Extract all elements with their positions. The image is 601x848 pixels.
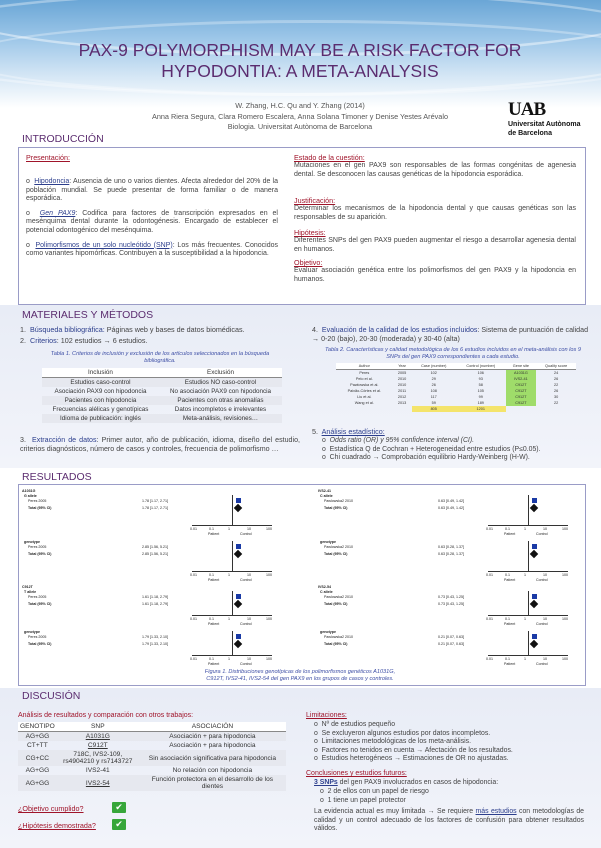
forest-total: Total (95% CI): [28, 642, 52, 646]
forest-axis: [488, 655, 568, 656]
intro-bullet-snp: o Polimorfismos de un solo nucleótido (SNP): Los más frecuentes. Conocidos como variantes hipomórficas. Contribuyen a la susceptibilidad a la hipodoncia.: [26, 241, 278, 258]
disc-header-snp: SNP: [57, 722, 139, 732]
results-heading: RESULTADOS: [22, 471, 92, 483]
table-row-totals: 805 1201: [336, 406, 576, 412]
forest-tick-label: 0.01: [190, 527, 197, 531]
forest-point: [532, 498, 537, 503]
forest-subgroup: genotype: [320, 630, 336, 634]
uab-logo: [508, 99, 588, 138]
forest-axis-patient: Patient: [208, 622, 220, 626]
forest-tick-label: 0.01: [190, 657, 197, 661]
table2-caption: Tabla 2. Características y calidad metodológica de los 6 estudios incluidos en el meta-análisis con los 9 SNPs del gen PAX9 correspondientes a cada estudio.: [324, 347, 581, 360]
forest-tick-label: 100: [562, 527, 568, 531]
table-row: AG+GG A1031G Asociación + para hipodoncia: [18, 732, 286, 742]
quality-header-gene: Gene site: [506, 363, 537, 370]
forest-odds-ratio: 0.63 [0.28, 1.37]: [438, 545, 464, 549]
forest-axis: [488, 525, 568, 526]
quality-header-year: Year: [393, 363, 412, 370]
forest-odds-ratio: 0.63 [0.49, 1.42]: [438, 499, 464, 503]
forest-tick-label: 0.1: [505, 617, 510, 621]
list-item: o 1 tiene un papel protector: [320, 796, 406, 804]
methods-step2: 2. Criterios: 102 estudios → 6 estudios.: [20, 336, 148, 345]
forest-null-line: [528, 541, 529, 571]
table-row: Asociación PAX9 con hipodoncia No asociación PAX9 con hipodoncia: [54, 388, 272, 395]
forest-total: Total (95% CI): [28, 552, 52, 556]
table-row: Liu et al. 2012 117 99 C912T 30: [357, 395, 559, 399]
disc-header-genotipo: GENOTIPO: [20, 723, 55, 730]
forest-odds-ratio: 0.73 [0.43, 1.25]: [438, 595, 464, 599]
table-row: Wang et al. 2013 59 189 C912T 22: [354, 401, 559, 405]
forest-diamond: [234, 550, 242, 558]
forest-study: Peres 2005: [28, 595, 47, 599]
table-row: Frecuencias alélicas y genotípicas Datos incompletos e irrelevantes: [52, 406, 267, 413]
forest-tick-label: 1: [524, 617, 526, 621]
forest-axis-control: Control: [536, 622, 548, 626]
hipotesis-question: ¿Hipótesis demostrada?: [18, 821, 96, 830]
forest-axis-patient: Patient: [504, 578, 516, 581]
intro-heading: INTRODUCCIÓN: [22, 133, 104, 145]
intro-bullet-pax9: o Gen PAX9: Codifica para factores de transcripción expresados en el mesénquima dental durante la odontogénesis. Encargado de establecer el potencial odontogénico del mesénquima.: [26, 209, 278, 234]
table-row: CT+TT C912T Asociación + para hipodoncia: [27, 742, 256, 749]
conclusiones-label: Conclusiones y estudios futuros:: [306, 770, 407, 777]
table-row: Peres 2005 102 106 A1031G 24: [359, 371, 559, 375]
hipotesis-text: Diferentes SNPs del gen PAX9 pueden augmentar el riesgo a desarrollar agenesia dental en humanos.: [294, 237, 576, 253]
hipotesis-check-icon: ✔: [112, 819, 126, 830]
criteria-table: [42, 368, 282, 423]
forest-total: Total (95% CI): [324, 602, 348, 606]
forest-subgroup: genotype: [24, 540, 40, 544]
conclusiones-final: La evidencia actual es muy limitada → Se requiere más estudios con metodologías de calidad y un control adecuado de los factores de confusión para obtener resultados válidos.: [314, 808, 584, 833]
table-row: Pacientes con hipodoncia Pacientes con otras anomalías: [42, 396, 282, 405]
forest-tick-label: 10: [247, 573, 251, 577]
stats-list: [322, 437, 588, 463]
forest-subgroup: T allele: [24, 590, 37, 594]
objetivo-check-icon: ✔: [112, 802, 126, 813]
forest-diamond: [234, 504, 242, 512]
forest-tick-label: 0.01: [486, 527, 493, 531]
discussion-table: [18, 722, 286, 791]
quality-header-score: Quality score: [536, 363, 576, 370]
forest-plot-ivs2-54: [318, 585, 580, 665]
forest-tick-label: 0.1: [209, 527, 214, 531]
authors-citation: W. Zhang, H.C. Qu and Y. Zhang (2014): [235, 101, 365, 110]
forest-odds-ratio: 1.78 [1.17, 2.71]: [142, 499, 168, 503]
methods-step3: 3. Extracción de datos: Primer autor, año de publicación, idioma, diseño del estudio, criterios diagnósticos, número de casos y controles, frecuencia de polimorfismo …: [20, 436, 300, 453]
forest-diamond: [234, 600, 242, 608]
conclusiones-items: [320, 788, 584, 805]
authors-block: [120, 101, 480, 133]
forest-tick-label: 1: [524, 657, 526, 661]
forest-tick-label: 100: [562, 617, 568, 621]
forest-tick-label: 0.1: [505, 527, 510, 531]
results-caption: Figura 1. Distribuciones genotípicas de los polimorfismos genéticos A1031G, C912T, IVS2-41, IVS2-54 del gen PAX9 en los grupos de casos y controles.: [204, 669, 396, 682]
discussion-subhead: Análisis de resultados y comparación con otros trabajos:: [18, 712, 194, 719]
forest-tick-label: 10: [247, 527, 251, 531]
forest-axis: [488, 571, 568, 572]
methods-heading: MATERIALES Y MÉTODOS: [22, 309, 154, 321]
estado-text: Mutaciones en el gen PAX9 son responsables de las formas congénitas de agenesia dental. Se desconocen las causas genéticas de la hipodoncia esporádica.: [294, 162, 576, 178]
forest-tick-label: 10: [543, 573, 547, 577]
forest-odds-ratio: 1.61 [1.18, 2.79]: [142, 595, 168, 599]
forest-tick-label: 0.01: [190, 573, 197, 577]
forest-subgroup: C allele: [320, 590, 333, 594]
forest-diamond: [530, 504, 538, 512]
forest-study: Peres 2005: [28, 499, 47, 503]
forest-tick-label: 10: [247, 617, 251, 621]
table-row: Estudios caso-control Estudios NO caso-control: [42, 378, 282, 388]
forest-null-line: [232, 495, 233, 525]
forest-tick-label: 10: [543, 617, 547, 621]
forest-tick-label: 100: [266, 573, 272, 577]
intro-bullet-list: [26, 178, 278, 259]
forest-tick-label: 100: [562, 657, 568, 661]
forest-diamond: [530, 550, 538, 558]
forest-axis: [192, 655, 272, 656]
forest-axis-control: Control: [536, 532, 548, 536]
forest-label: A1031G: [22, 489, 36, 493]
forest-point: [532, 634, 537, 639]
forest-tick-label: 10: [543, 527, 547, 531]
limitaciones-label: Limitaciones:: [306, 712, 347, 719]
forest-odds-ratio-total: 0.73 [0.43, 1.25]: [438, 602, 464, 606]
table1-caption: Tabla 1. Criterios de inclusión y exclusión de los artículos seleccionados en la búsqueda bibliográfica.: [50, 351, 270, 364]
intro-bullet-hipodoncia: o Hipodoncia: Ausencia de uno o varios dientes. Afecta alrededor del 20% de la población mundial. Se puede presentar de forma familiar o de manera esporádica.: [26, 178, 278, 203]
stats-item: o Odds ratio (OR) y 95% confidence interval (CI).: [322, 437, 475, 444]
forest-tick-label: 100: [266, 657, 272, 661]
forest-total: Total (95% CI): [324, 506, 348, 510]
objetivo-question: ¿Objetivo cumplido?: [18, 804, 84, 813]
forest-tick-label: 0.1: [505, 573, 510, 577]
forest-odds-ratio-total: 0.63 [0.28, 1.37]: [438, 552, 464, 556]
uab-logo-text: Universitat Autònoma de Barcelona: [508, 121, 581, 137]
presentacion-label: Presentación:: [26, 153, 70, 162]
forest-total: Total (95% CI): [28, 602, 52, 606]
forest-axis-control: Control: [240, 578, 252, 581]
forest-odds-ratio-total: 1.61 [1.18, 2.79]: [142, 602, 168, 606]
forest-odds-ratio-total: 0.21 [0.07, 0.63]: [438, 642, 464, 646]
authors-affiliation: Biologia. Universitat Autònoma de Barcelona: [227, 122, 373, 131]
forest-axis-control: Control: [240, 532, 252, 536]
forest-axis: [192, 525, 272, 526]
forest-axis-control: Control: [536, 662, 548, 665]
forest-axis-patient: Patient: [208, 578, 220, 581]
forest-tick-label: 10: [543, 657, 547, 661]
quality-header-case: Case (number): [412, 363, 456, 370]
forest-axis-patient: Patient: [504, 622, 516, 626]
forest-tick-label: 0.1: [209, 657, 214, 661]
forest-axis-patient: Patient: [504, 662, 516, 665]
table-row: AG+GG IVS2-41 No relación con hipodoncia: [25, 767, 253, 774]
forest-subgroup: C allele: [320, 494, 333, 498]
estado-label: Estado de la cuestión:: [294, 153, 365, 162]
forest-study: Pawlowska2 2010: [324, 595, 353, 599]
forest-study: Pawlowska2 2010: [324, 499, 353, 503]
forest-tick-label: 1: [228, 573, 230, 577]
objetivo-label: Objetivo:: [294, 258, 323, 267]
stats-item: o Chi cuadrado → Comprobación equilibrio Hardy-Weinberg (H-W).: [322, 454, 530, 462]
forest-study: Pawlowska2 2010: [324, 635, 353, 639]
list-item: o Estudios heterogéneos → Estimaciones de OR no ajustadas.: [314, 755, 509, 763]
forest-study: Pawlowska2 2010: [324, 545, 353, 549]
forest-tick-label: 100: [266, 617, 272, 621]
forest-diamond: [530, 600, 538, 608]
forest-odds-ratio: 2.85 [1.56, 5.21]: [142, 545, 168, 549]
limitaciones-list: [314, 721, 584, 764]
forest-odds-ratio: 1.79 [1.33, 2.10]: [142, 635, 168, 639]
forest-total: Total (95% CI): [324, 642, 348, 646]
forest-axis-patient: Patient: [208, 662, 220, 665]
forest-point: [532, 594, 537, 599]
forest-point: [236, 634, 241, 639]
quality-header-control: Control (number): [456, 363, 506, 370]
forest-subgroup: genotype: [24, 630, 40, 634]
forest-tick-label: 1: [228, 657, 230, 661]
stats-item: o Estadística Q de Cochran + Heterogeneidad entre estudios (P≤0.05).: [322, 445, 541, 453]
uab-logo-mark: UAB: [508, 99, 546, 120]
forest-study: Peres 2005: [28, 545, 47, 549]
forest-odds-ratio: 0.21 [0.07, 0.63]: [438, 635, 464, 639]
justificacion-label: Justificación:: [294, 196, 336, 205]
poster-title: PAX-9 POLYMORPHISM MAY BE A RISK FACTOR FOR HYPODONTIA: A META-ANALYSIS: [78, 40, 522, 81]
forest-axis-patient: Patient: [504, 532, 516, 536]
justificacion-text: Determinar los mecanismos de la hipodoncia dental y que causas genéticas son las responsables de su aparición.: [294, 205, 576, 221]
forest-odds-ratio-total: 0.63 [0.49, 1.42]: [438, 506, 464, 510]
forest-null-line: [232, 541, 233, 571]
disc-header-asociacion: ASOCIACIÓN: [139, 722, 286, 732]
authors-names: Anna Riera Segura, Clara Romero Escalera, Anna Solana Timoner y Denise Yestes Arévalo: [151, 111, 449, 121]
forest-label: C912T: [22, 585, 33, 589]
forest-tick-label: 1: [524, 573, 526, 577]
table-row: Pawlowska et al. 2010 26 58 C912T 22: [350, 383, 559, 387]
forest-axis-control: Control: [536, 578, 548, 581]
methods-step4: 4. Evaluación de la calidad de los estudios incluidos: Sistema de puntuación de calidad → 0-20 (bajo), 20-30 (moderada) y 30-40 (alta): [312, 326, 589, 343]
criteria-header-exclusion: Exclusión: [159, 368, 282, 378]
methods-step5: 5. Análisis estadístico:: [312, 427, 385, 436]
forest-axis: [192, 571, 272, 572]
forest-plot-a1031g: [22, 489, 284, 581]
forest-axis-control: Control: [240, 662, 252, 665]
forest-axis-patient: Patient: [208, 532, 220, 536]
discussion-heading: DISCUSIÓN: [22, 690, 81, 702]
forest-diamond: [234, 640, 242, 648]
forest-subgroup: G allele: [24, 494, 37, 498]
forest-axis-control: Control: [240, 622, 252, 626]
forest-plot-c912t: [22, 585, 284, 665]
forest-null-line: [528, 495, 529, 525]
forest-point: [236, 594, 241, 599]
forest-odds-ratio-total: 1.79 [1.33, 2.10]: [142, 642, 168, 646]
table-row: Paixão-Côrtes et al. 2011 108 105 C912T 26: [347, 389, 559, 393]
forest-total: Total (95% CI): [324, 552, 348, 556]
forest-odds-ratio-total: 2.85 [1.56, 5.21]: [142, 552, 168, 556]
objetivo-text: Evaluar asociación genética entre los polimorfismos del gen PAX9 y la hipodoncia en humanos.: [294, 267, 576, 283]
table-row: Pelo et al. 2010 29 93 IVS2-41 26: [355, 377, 559, 381]
table-row: Idioma de publicación: inglés Meta-análisis, revisiones…: [42, 414, 282, 423]
list-item: o 2 de ellos con un papel de riesgo: [320, 788, 429, 795]
table-row: AG+GG IVS2-54 Función protectora en el desarrollo de los dientes: [18, 775, 286, 791]
forest-point: [532, 544, 537, 549]
list-item: o Nº de estudios pequeño: [314, 721, 396, 728]
conclusiones-snps: 3 SNPs del gen PAX9 involucrados en casos de hipodoncia:: [314, 779, 499, 786]
list-item: o Se excluyeron algunos estudios por datos incompletos.: [314, 729, 491, 737]
forest-axis: [488, 615, 568, 616]
forest-tick-label: 0.01: [486, 573, 493, 577]
forest-tick-label: 100: [266, 527, 272, 531]
forest-tick-label: 100: [562, 573, 568, 577]
forest-axis: [192, 615, 272, 616]
forest-odds-ratio-total: 1.78 [1.17, 2.71]: [142, 506, 168, 510]
quality-header-author: Author: [336, 363, 393, 370]
forest-total: Total (95% CI): [28, 506, 52, 510]
forest-tick-label: 0.1: [209, 573, 214, 577]
forest-tick-label: 0.1: [505, 657, 510, 661]
forest-tick-label: 0.01: [486, 657, 493, 661]
forest-tick-label: 0.1: [209, 617, 214, 621]
forest-plot-ivs2-41: [318, 489, 580, 581]
forest-tick-label: 0.01: [190, 617, 197, 621]
forest-study: Peres 2005: [28, 635, 47, 639]
methods-step1: 1. Búsqueda bibliográfica: Páginas web y bases de datos biomédicas.: [20, 325, 245, 334]
forest-tick-label: 1: [228, 617, 230, 621]
forest-diamond: [530, 640, 538, 648]
forest-tick-label: 1: [524, 527, 526, 531]
table-row: CG+CC 718C, IVS2-109, rs4904210 y rs7143727 Sin asociación significativa para hipodoncia: [18, 750, 286, 766]
forest-tick-label: 1: [228, 527, 230, 531]
hipotesis-label: Hipótesis:: [294, 228, 326, 237]
forest-point: [236, 544, 241, 549]
forest-subgroup: genotype: [320, 540, 336, 544]
forest-label: IVS2-54: [318, 585, 331, 589]
forest-label: IVS2-41: [318, 489, 331, 493]
forest-tick-label: 0.01: [486, 617, 493, 621]
quality-table: [336, 363, 576, 412]
criteria-header-inclusion: Inclusión: [42, 368, 159, 378]
list-item: o Limitaciones metodológicas de los meta-análisis.: [314, 738, 472, 746]
list-item: o Factores no tenidos en cuenta → Afectación de los resultados.: [314, 746, 513, 754]
forest-tick-label: 10: [247, 657, 251, 661]
forest-point: [236, 498, 241, 503]
